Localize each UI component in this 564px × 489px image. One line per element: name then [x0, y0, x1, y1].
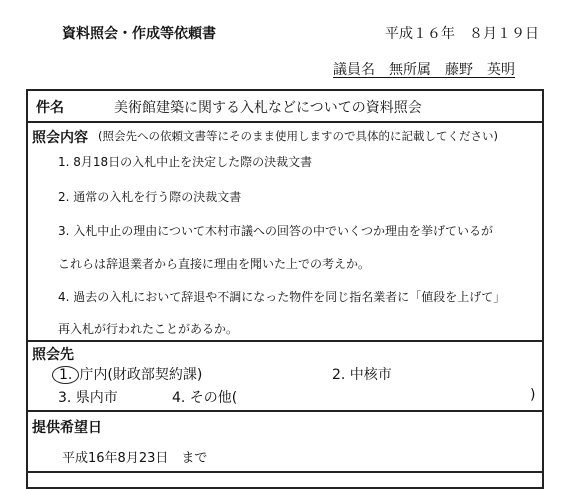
- inquiry-note: (照会先への依頼文書等にそのまま使用しますので具体的に記載してください): [98, 129, 498, 143]
- deadline-value: 平成16年8月23日 まで: [62, 451, 208, 466]
- inquiry-item-3: 3. 入札中止の理由について木村市議への回答の中でいくつか理由を挙げているが: [58, 224, 494, 238]
- member-name: 議員名 無所属 藤野 英明: [333, 62, 515, 78]
- destination-option-4: 4. その他(: [172, 390, 238, 406]
- divider-destination: [28, 410, 542, 412]
- inquiry-item-4: 4. 過去の入札において辞退や不調になった物件を同じ指名業者に「値段を上げて」: [58, 290, 506, 304]
- request-form: [26, 89, 544, 489]
- inquiry-item-3-cont: これらは辞退業者から直接に理由を聞いた上での考えか。: [58, 257, 371, 271]
- request-date: 平成１６年 ８月１９日: [385, 26, 539, 42]
- deadline-label: 提供希望日: [32, 420, 102, 436]
- destination-option-4-close: ): [530, 387, 536, 403]
- destination-label: 照会先: [32, 347, 74, 363]
- divider-inquiry: [28, 340, 542, 342]
- document-title: 資料照会・作成等依頼書: [62, 26, 216, 42]
- destination-option-1-label: 庁内(財政部契約課): [79, 367, 203, 383]
- destination-option-3: 3. 県内市: [58, 390, 118, 406]
- destination-option-2: 2. 中核市: [332, 367, 392, 383]
- divider-deadline: [28, 471, 542, 473]
- subject-value: 美術館建築に関する入札などについての資料照会: [114, 100, 422, 116]
- inquiry-item-4-cont: 再入札が行われたことがあるか。: [58, 322, 239, 336]
- inquiry-label: 照会内容: [32, 130, 88, 146]
- inquiry-item-1: 1. 8月18日の入札中止を決定した際の決裁文書: [58, 155, 313, 169]
- destination-option-1: [58, 364, 202, 384]
- subject-label: 件名: [36, 100, 64, 116]
- selected-option-circle: 1.: [52, 366, 79, 384]
- divider-subject: [28, 121, 542, 123]
- inquiry-item-2: 2. 通常の入札を行う際の決裁文書: [58, 190, 242, 204]
